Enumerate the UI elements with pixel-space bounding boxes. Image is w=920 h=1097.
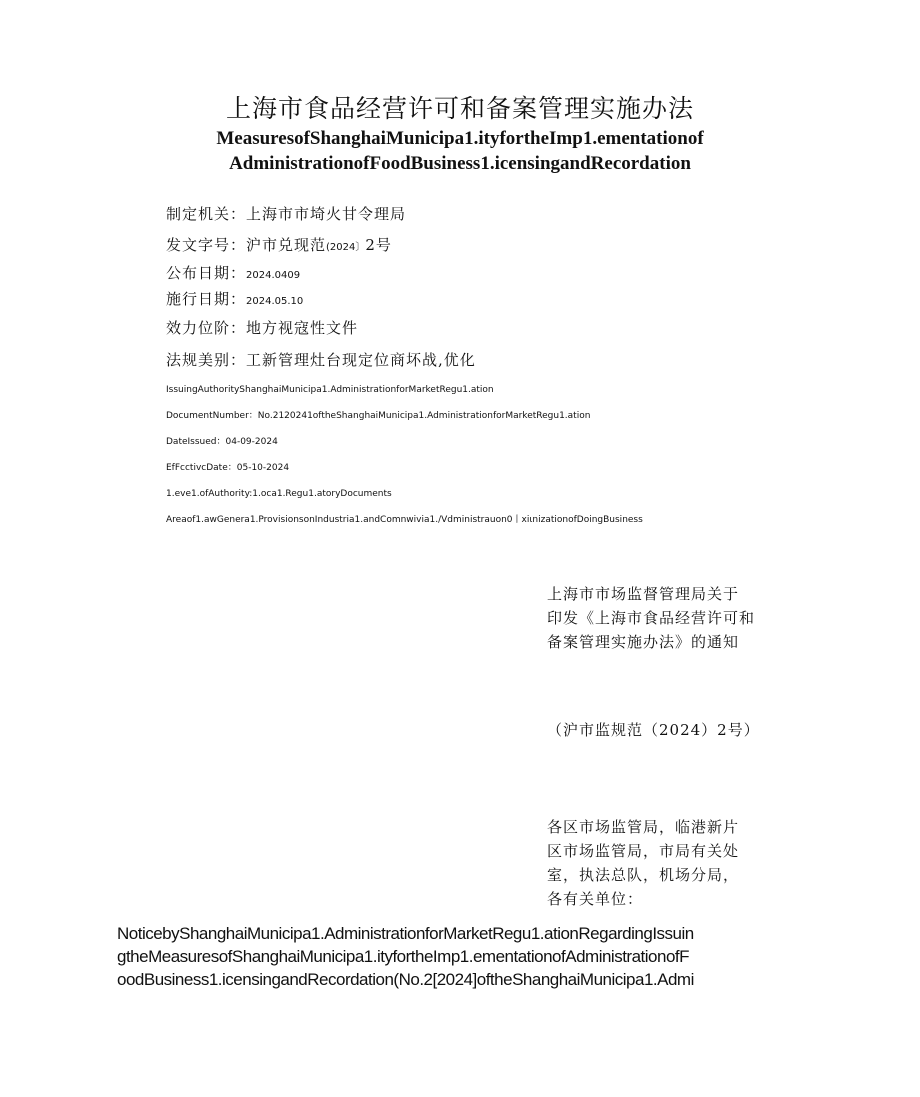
- meta-label: 施行日期：: [166, 290, 247, 308]
- meta-area-of-law: [166, 350, 476, 370]
- meta-issuing-authority: [166, 204, 406, 224]
- meta-label: 制定机关：: [166, 205, 247, 223]
- notice-heading-line: 备案管理实施办法》的通知: [547, 633, 740, 651]
- meta-date-issued: [166, 263, 300, 286]
- meta-effective-date: [166, 289, 303, 312]
- meta-value: 工新管理灶台现定位商坏战,优化: [246, 351, 476, 369]
- meta-value: 沪市兑现范: [246, 236, 327, 254]
- notice-heading: [547, 582, 807, 654]
- meta-en-issuing-authority: IssuingAuthorityShanghaiMunicipa1.AdministrationforMarketRegu1.ation: [166, 385, 494, 395]
- document-title-en-line-1: MeasuresofShanghaiMunicipa1.ityfortheImp1.ementationof: [216, 128, 704, 149]
- notice-document-number: [547, 718, 807, 742]
- meta-en-effective-date: EfFcctivcDate：05-10-2024: [166, 463, 290, 473]
- meta-value: 上海市市埼火甘令理局: [246, 205, 407, 223]
- meta-en-area-of-law: Areaof1.awGenera1.ProvisionsonIndustria1.andComnwivia1./Vdministrauon0丨xiιnizationofDoingBusiness: [166, 515, 643, 525]
- notice-recipients-line: 各有关单位：: [547, 890, 644, 908]
- english-notice-line: NoticebyShanghaiMunicipa1.AdministrationforMarketRegu1.ationRegardingIssuin: [117, 924, 694, 943]
- notice-recipients-line: 室，执法总队，机场分局，: [547, 866, 740, 884]
- meta-value-number: (2024〕: [326, 242, 366, 253]
- notice-recipients-line: 各区市场监管局，临港新片: [547, 818, 740, 836]
- meta-level-of-authority: [166, 318, 358, 338]
- meta-en-document-number: DocumentNumber：No.2120241oftheShanghaiMunicipa1.AdministrationforMarketRegu1.ation: [166, 411, 591, 421]
- meta-value-suffix: 2号: [365, 236, 392, 254]
- meta-value: 地方视寇性文件: [246, 319, 359, 337]
- notice-heading-line: 印发《上海市食品经营许可和: [547, 609, 756, 627]
- meta-document-number: [166, 235, 392, 258]
- notice-heading-line: 上海市市场监督管理局关于: [547, 585, 740, 603]
- meta-label: 发文字号：: [166, 236, 247, 254]
- notice-document-number-text: （沪市监规范（2024）2号）: [547, 721, 760, 739]
- meta-en-date-issued: DateIssued：04-09-2024: [166, 437, 278, 447]
- meta-label: 法规美别：: [166, 351, 247, 369]
- notice-recipients-line: 区市场监管局，市局有关处: [547, 842, 740, 860]
- document-title-en-line-2: AdministrationofFoodBusiness1.icensingandRecordation: [229, 153, 691, 174]
- english-notice-paragraph: [117, 922, 777, 991]
- meta-en-level-of-authority: 1.eve1.ofAuthority:1.oca1.Regu1.atoryDocuments: [166, 489, 392, 499]
- document-title: 上海市食品经营许可和备案管理实施办法: [225, 94, 694, 123]
- meta-label: 效力位阶：: [166, 319, 247, 337]
- notice-recipients: [547, 815, 807, 911]
- meta-value-number: 2024.0409: [246, 270, 301, 281]
- english-notice-line: gtheMeasuresofShanghaiMunicipa1.ityfortheImp1.ementationofAdministrationofF: [117, 947, 690, 966]
- meta-value-number: 2024.05.10: [246, 296, 304, 307]
- english-notice-line: oodBusiness1.icensingandRecordation(No.2[2024]oftheShanghaiMunicipa1.Admi: [117, 970, 694, 989]
- meta-label: 公布日期：: [166, 264, 247, 282]
